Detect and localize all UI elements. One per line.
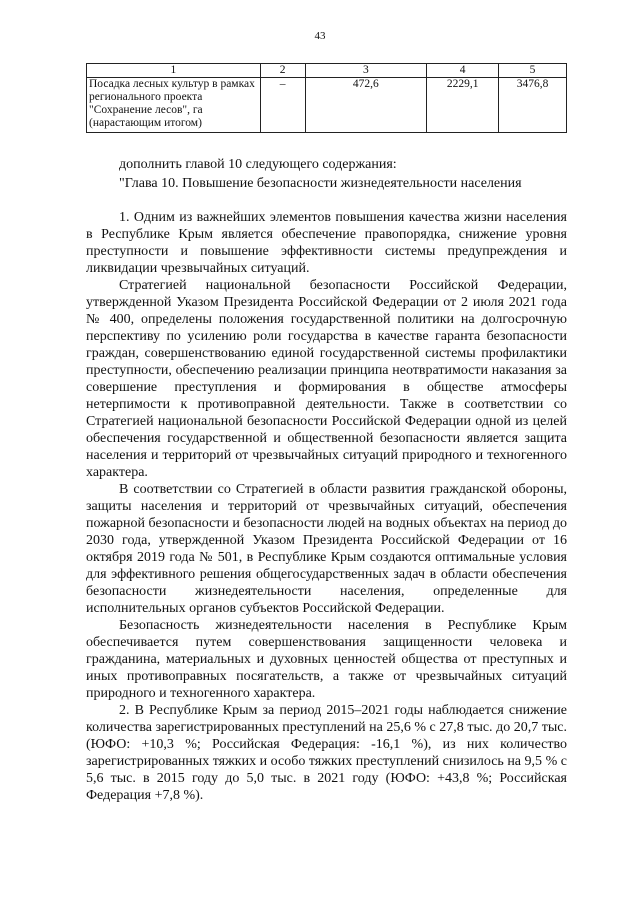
- paragraph: Безопасность жизнедеятельности населения в Республике Крым обеспечивается путем совершенствования защищенности человека и гражданина, материальных и духовных ценностей общества от преступных и иных противоправных посягательств, а также от чрезвычайных ситуаций природного и техногенного характера.: [86, 618, 567, 701]
- table-cell: –: [260, 78, 305, 133]
- chapter-title: "Глава 10. Повышение безопасности жизнедеятельности населения: [119, 176, 522, 191]
- table-cell: 472,6: [305, 78, 427, 133]
- intro-line: дополнить главой 10 следующего содержания:: [119, 157, 397, 172]
- page-number: 43: [314, 30, 326, 42]
- paragraph: 1. Одним из важнейших элементов повышения качества жизни населения в Республике Крым является обеспечение правопорядка, снижение уровня преступности и повышение эффективности системы предупреждения и ликвидации чрезвычайных ситуаций.: [86, 210, 567, 276]
- paragraph: 2. В Республике Крым за период 2015–2021 годы наблюдается снижение количества зарегистрированных преступлений на 25,6 % с 27,8 тыс. до 20,7 тыс. (ЮФО: +10,3 %; Российская Федерация: -16,1 %), из них количество зарегистрированных тяжких и особо тяжких преступлений снизилось на 9,5 % с 5,6 тыс. в 2015 году до 5,0 тыс. в 2021 году (ЮФО: +43,8 %; Российская Федерация +7,8 %).: [86, 703, 567, 803]
- table-header-cell: 1: [87, 64, 261, 78]
- table-header-cell: 2: [260, 64, 305, 78]
- table-row: [87, 78, 567, 133]
- table-header-cell: 5: [499, 64, 567, 78]
- table-header-cell: 3: [305, 64, 427, 78]
- table-cell-indicator: Посадка лесных культур в рамках регионального проекта "Сохранение лесов", га (нарастающим итогом): [87, 78, 261, 133]
- table-header-row: [87, 64, 567, 78]
- body-text: [86, 209, 567, 804]
- paragraph: Стратегией национальной безопасности Российской Федерации, утвержденной Указом Президента Российской Федерации от 2 июля 2021 года № 400, определены положения государственной политики на долгосрочную перспективу по усилению роли государства в качестве гаранта безопасности граждан, совершенствованию единой государственной системы профилактики преступности, обеспечению реализации принципа неотвратимости наказания за совершение преступления и формирования в обществе атмосферы нетерпимости к противоправной деятельности. Также в соответствии со Стратегией национальной безопасности Российской Федерации одной из целей обеспечения государственной и общественной безопасности является защита населения и территорий от чрезвычайных ситуаций природного и техногенного характера.: [86, 278, 567, 480]
- table-cell: 3476,8: [499, 78, 567, 133]
- data-table: [86, 63, 567, 133]
- paragraph: В соответствии со Стратегией в области развития гражданской обороны, защиты населения и территорий от чрезвычайных ситуаций, обеспечения пожарной безопасности и безопасности людей на водных объектах на период до 2030 года, утвержденной Указом Президента Российской Федерации от 16 октября 2019 года № 501, в Республике Крым создаются оптимальные условия для эффективного решения общегосударственных задач в области обеспечения безопасности жизнедеятельности населения, определенные для исполнительных органов субъектов Российской Федерации.: [86, 482, 567, 616]
- table-cell: 2229,1: [427, 78, 499, 133]
- table-header-cell: 4: [427, 64, 499, 78]
